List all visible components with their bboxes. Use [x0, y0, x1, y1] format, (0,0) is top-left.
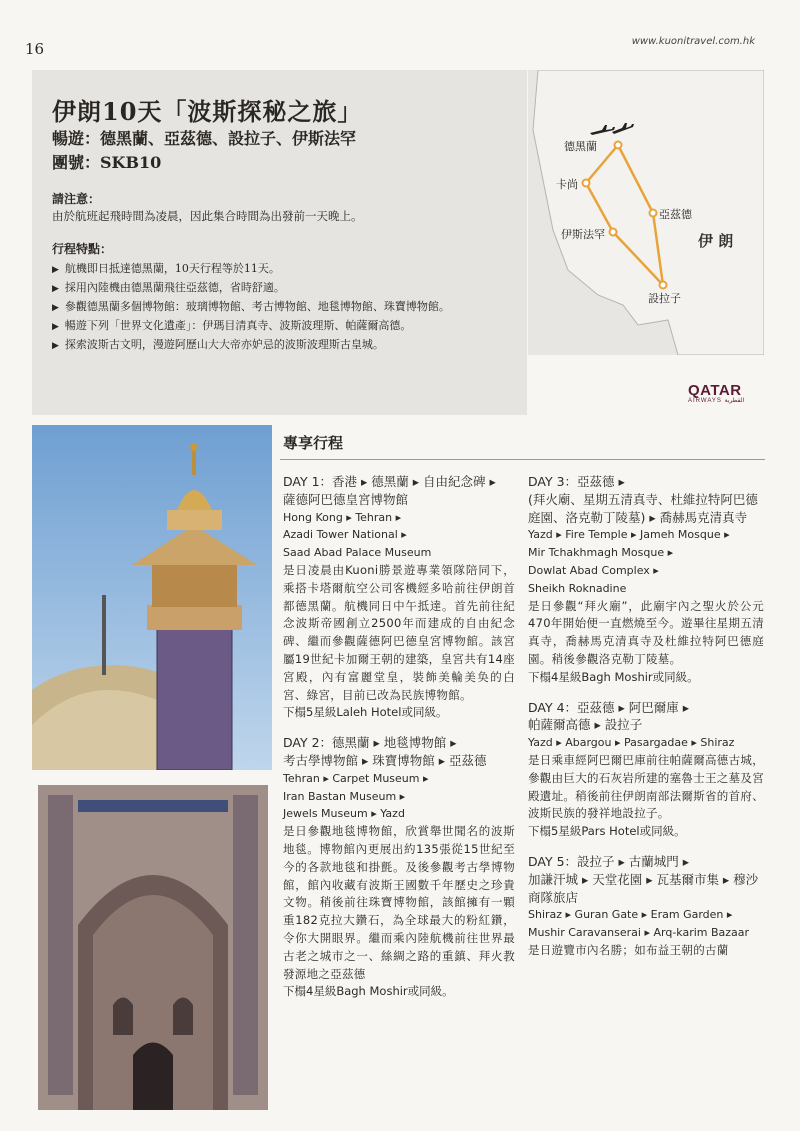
day-heading-cont: 薩德阿巴德皇宮博物館 [283, 491, 409, 507]
day-heading-cont: 帕薩爾高德 ▸ 設拉子 [528, 717, 643, 733]
day-route-en: Iran Bastan Museum ▸ [283, 789, 406, 803]
day-heading: DAY 2：德黑蘭 ▸ 地毯博物館 ▸ [283, 735, 457, 751]
bullet-arrow-icon: ▶ [52, 322, 59, 332]
day-description: 是日遊覽市內名勝；如布益王朝的古蘭 [528, 942, 729, 957]
notice-heading: 請注意： [52, 192, 101, 206]
highlight-item: ▶ 暢遊下列「世界文化遺產」：伊瑪目清真寺、波斯波理斯、帕薩爾高德。 [52, 319, 412, 332]
mosque-facade-photo [38, 785, 268, 1110]
day-heading: DAY 5：設拉子 ▸ 古蘭城門 ▸ [528, 853, 690, 869]
tour-code: 團號：SKB10 [52, 153, 162, 172]
itinerary-column-right [528, 473, 764, 960]
day-heading: DAY 4：亞茲德 ▸ 阿巴爾庫 ▸ [528, 699, 690, 715]
day-route-en: Mir Tchakhmagh Mosque ▸ [528, 546, 674, 560]
notice-text: 由於航班起飛時間為凌晨，因此集合時間為出發前一天晚上。 [52, 209, 363, 223]
section-title: 專享行程 [283, 434, 344, 452]
mosque-minaret-photo [32, 425, 272, 770]
highlight-item: ▶ 探索波斯古文明，漫遊阿歷山大大帝亦妒忌的波斯波理斯古皇城。 [52, 338, 384, 351]
day-route-en: Yazd ▸ Fire Temple ▸ Jameh Mosque ▸ [528, 528, 730, 542]
day-description: 是日凌晨由Kuoni勝景遊專業領隊陪同下，乘搭卡塔爾航空公司客機經多哈前往伊朗首都德黑蘭。航機同日中午抵達。首先前往紀念波斯帝國創立2500年而建成的自由紀念碑、繼而參觀薩德阿巴德皇宮博物館。該宮屬19世紀卡加爾王朝的建築，皇宮共有14座宮殿，內有富麗堂皇，裝飾美輪美奂的白宮、綠宮，目前已改為民族博物館。 [283, 562, 515, 702]
bullet-arrow-icon: ▶ [52, 284, 59, 294]
day-description: 是日參觀“拜火廟”，此廟宇內之聖火於公元470年開始便一直燃燒至今。遊畢往星期五清真寺，喬赫馬克清真寺及杜維拉特阿巴德庭園。稍後參觀洛克勒丁陵墓。 [528, 598, 764, 666]
itinerary-column-left [283, 473, 515, 1001]
day-route-en: Shiraz ▸ Guran Gate ▸ Eram Garden ▸ [528, 908, 733, 922]
day-heading: DAY 1：香港 ▸ 德黑蘭 ▸ 自由紀念碑 ▸ [283, 474, 496, 489]
city-label: 德黑蘭 [564, 140, 597, 153]
day-heading-cont: 考古學博物館 ▸ 珠寶博物館 ▸ 亞茲德 [283, 752, 487, 768]
bullet-arrow-icon: ▶ [52, 265, 59, 275]
city-marker [610, 229, 617, 236]
page-number: 16 [25, 40, 45, 58]
country-label: 伊 朗 [698, 232, 734, 250]
city-marker [650, 210, 657, 217]
city-marker [583, 180, 590, 187]
day-4 [528, 699, 764, 841]
day-route-en: Tehran ▸ Carpet Museum ▸ [283, 771, 429, 785]
city-marker [660, 282, 667, 289]
bullet-arrow-icon: ▶ [52, 341, 59, 351]
day-route-en: Mushir Caravanserai ▸ Arq-karim Bazaar [528, 926, 750, 940]
day-3 [528, 473, 764, 687]
website-url: www.kuonitravel.com.hk [631, 36, 755, 47]
day-route-en: Yazd ▸ Abargou ▸ Pasargadae ▸ Shiraz [528, 736, 735, 750]
day-heading-cont: (拜火廟、星期五清真寺、杜維拉特阿巴德庭園、洛克勒丁陵墓) ▸ 喬赫馬克清真寺 [528, 491, 758, 525]
day-hotel: 下榻4星級Bagh Moshir或同級。 [283, 984, 454, 999]
day-heading-cont: 加謙汗城 ▸ 天堂花園 ▸ 瓦基爾市集 ▸ 穆沙商隊旅店 [528, 871, 759, 905]
day-heading: DAY 3：亞茲德 ▸ [528, 474, 625, 489]
day-description: 是日參觀地毯博物館，欣賞舉世聞名的波斯地毯。博物館內更展出約135張從15世紀至今的各款地毯和掛氈。及後參觀考古學博物館，館內收藏有波斯王國數千年歷史之珍貴文物。稍後前往珠寶博物館，該館擁有一顆重182克拉大鑽石，為全球最大的粉紅鑽，令你大開眼界。繼而乘內陸航機前往世界最古老之城市之一、絲綢之路的重鎮、拜火教發源地之亞茲德 [283, 824, 515, 981]
day-2 [283, 734, 515, 1001]
city-label: 亞茲德 [659, 208, 692, 221]
tour-summary-box [32, 70, 527, 415]
day-route-en: Sheikh Roknadine [528, 581, 627, 595]
day-hotel: 下榻5星級Pars Hotel或同級。 [528, 824, 686, 839]
day-route-en: Hong Kong ▸ Tehran ▸ [283, 510, 402, 524]
city-label: 伊斯法罕 [561, 228, 605, 241]
airline-logo: QATAR AIRWAYS القطرية [688, 382, 745, 404]
day-route-en: Jewels Museum ▸ Yazd [283, 807, 405, 821]
city-marker [615, 142, 622, 149]
city-label: 設拉子 [648, 292, 681, 305]
route-map-svg [528, 70, 764, 355]
city-label: 卡尚 [556, 178, 578, 191]
bullet-arrow-icon: ▶ [52, 303, 59, 313]
highlight-item: ▶ 採用內陸機由德黑蘭飛往亞茲德，省時舒適。 [52, 281, 285, 294]
day-hotel: 下榻4星級Bagh Moshir或同級。 [528, 669, 699, 684]
day-route-en: Azadi Tower National ▸ [283, 528, 407, 542]
section-divider [280, 459, 765, 460]
day-1 [283, 473, 515, 722]
day-route-en: Dowlat Abad Complex ▸ [528, 563, 659, 577]
route-map [528, 70, 764, 355]
day-hotel: 下榻5星級Laleh Hotel或同級。 [283, 705, 448, 720]
highlight-item: ▶ 參觀德黑蘭多個博物館：玻璃博物館、考古博物館、地毯博物館、珠寶博物館。 [52, 300, 450, 313]
tour-title: 伊朗10天「波斯探秘之旅」 [52, 97, 363, 126]
day-route-en: Saad Abad Palace Museum [283, 546, 432, 560]
day-description: 是日乘車經阿巴爾巴庫前往帕薩爾高德古城，參觀由巨大的石灰岩所建的塞魯士王之墓及宮殿遺址。稍後前往伊朗南部法爾斯省的首府、波斯民族的發祥地設拉子。 [528, 752, 764, 821]
highlight-item: ▶ 航機即日抵達德黑蘭，10天行程等於11天。 [52, 262, 280, 275]
tour-route: 暢遊：德黑蘭、亞茲德、設拉子、伊斯法罕 [52, 129, 357, 148]
day-5 [528, 853, 764, 960]
highlights-heading: 行程特點： [52, 242, 113, 256]
